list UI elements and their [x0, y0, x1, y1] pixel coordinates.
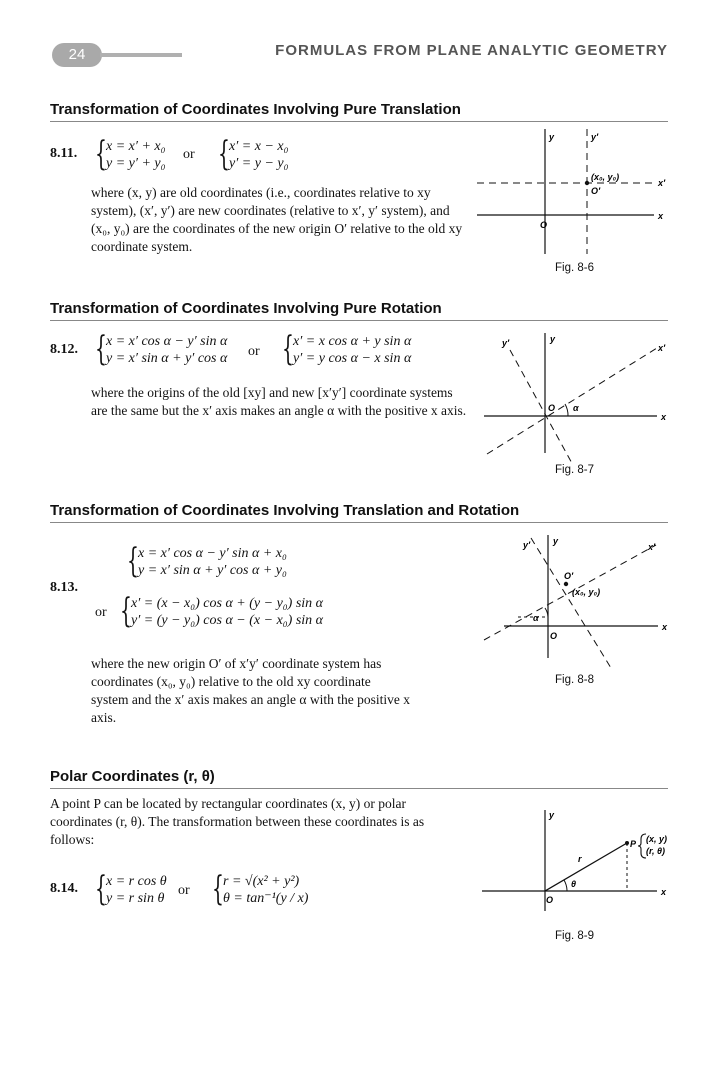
figure-caption: Fig. 8-8 — [555, 674, 594, 686]
section-title-polar: Polar Coordinates (r, θ) — [50, 768, 215, 785]
or-label: or — [95, 605, 107, 620]
new-origin-dot — [564, 582, 568, 586]
equation-system — [95, 329, 228, 369]
section-rule — [50, 788, 668, 789]
label-x: x — [658, 211, 664, 221]
equation-system — [282, 329, 412, 369]
point-brace — [636, 833, 648, 859]
angle-arc — [564, 880, 567, 891]
brace-glyph: { — [95, 329, 107, 369]
equation-system — [95, 869, 167, 909]
equation-line: x′ = (x − x₀) cos α + (y − y₀) sin α — [131, 596, 324, 611]
equation-system — [95, 134, 166, 174]
equation-line: y = r sin θ — [106, 891, 165, 906]
label-y: y — [553, 536, 559, 546]
label-alpha: α — [573, 403, 579, 413]
section-title-translation: Transformation of Coordinates Involving Pure Translation — [50, 101, 461, 118]
equation-number: 8.12. — [50, 342, 78, 357]
new-origin-dot — [585, 181, 589, 185]
section-rule — [50, 320, 668, 321]
label-x-prime: x′ — [658, 178, 666, 188]
or-label: or — [248, 344, 260, 359]
equation-line: y′ = (y − y₀) cos α − (x − x₀) sin α — [131, 613, 324, 628]
label-alpha: α — [533, 613, 539, 623]
section-rule — [50, 121, 668, 122]
brace-glyph: { — [95, 869, 107, 909]
radius-line — [545, 843, 627, 891]
label-o: O — [540, 220, 548, 230]
or-label: or — [183, 147, 195, 162]
figure-8-6 — [472, 124, 672, 274]
figure-8-8 — [476, 530, 676, 670]
intro-text: A point P can be located by rectangular coordinates (x, y) or polar coordinates (r, θ). The transformation between these coordinates is as follows: — [50, 796, 425, 847]
page-number: 24 — [52, 43, 102, 67]
equation-line: θ = tan⁻¹(y / x) — [223, 891, 309, 906]
label-x: x — [662, 622, 668, 632]
description: where (x, y) are old coordinates (i.e., coordinates relative to xy system), (x′, y′) are new coordinates (relative to x′, y′ system), and (x₀, y₀) are the coordinates of the new origin O′ relative to the old xy coordinate system. — [91, 185, 463, 254]
x-prime-axis — [487, 348, 657, 454]
equation-line: y = y′ + y₀ — [106, 156, 166, 171]
brace-glyph: { — [212, 869, 224, 909]
y-prime-axis — [531, 538, 611, 668]
section-title-translation-rotation: Transformation of Coordinates Involving Translation and Rotation — [50, 502, 520, 519]
equation-system — [127, 541, 287, 581]
brace-glyph: { — [95, 134, 107, 174]
equation-number: 8.13. — [50, 580, 78, 595]
equation-number: 8.14. — [50, 881, 78, 896]
equation-line: x = x′ + x₀ — [106, 139, 166, 154]
label-rtheta: (r, θ) — [646, 846, 666, 856]
or-label: or — [178, 883, 190, 898]
label-y: y — [549, 810, 555, 820]
brace-glyph: { — [127, 541, 139, 581]
section-rule — [50, 522, 668, 523]
description: where the new origin O′ of x′y′ coordinate system has coordinates (x₀, y₀) relative to the old xy coordinate system and the x′ axis makes an angle α with the positive x axis. — [91, 656, 410, 725]
equation-line: y = x′ sin α + y′ cos α — [106, 351, 228, 366]
point-p-dot — [625, 841, 629, 845]
running-head: FORMULAS FROM PLANE ANALYTIC GEOMETRY — [275, 42, 668, 59]
label-y-prime: y′ — [502, 338, 510, 348]
equation-system — [120, 591, 324, 631]
label-xy: (x, y) — [646, 834, 668, 844]
figure-8-7 — [472, 328, 672, 463]
section-title-rotation: Transformation of Coordinates Involving Pure Rotation — [50, 300, 442, 317]
equation-line: x = r cos θ — [106, 874, 167, 889]
equation-line: y′ = y cos α − x sin α — [293, 351, 412, 366]
equation-line: x = x′ cos α − y′ sin α + x₀ — [138, 546, 287, 561]
equation-line: r = √(x² + y²) — [223, 874, 300, 889]
equation-number: 8.11. — [50, 146, 78, 161]
brace-glyph: { — [218, 134, 230, 174]
label-y-prime: y′ — [591, 132, 599, 142]
label-x-prime: x′ — [648, 542, 656, 552]
figure-caption: Fig. 8-9 — [555, 930, 594, 942]
equation-line: y = x′ sin α + y′ cos α + y₀ — [138, 563, 287, 578]
label-r: r — [578, 854, 582, 864]
label-x-prime: x′ — [658, 343, 666, 353]
label-x: x — [661, 887, 667, 897]
label-o-prime: O′ — [591, 186, 601, 196]
label-y: y — [550, 334, 556, 344]
figure-caption: Fig. 8-6 — [555, 262, 594, 274]
label-o-prime: O′ — [564, 571, 574, 581]
brace-glyph: { — [120, 591, 132, 631]
equation-line: x = x′ cos α − y′ sin α — [106, 334, 228, 349]
equation-system — [218, 134, 289, 174]
label-y-prime: y′ — [523, 540, 531, 550]
label-point: (x₀, y₀) — [572, 587, 601, 597]
label-y: y — [549, 132, 555, 142]
label-o: O — [548, 403, 556, 413]
description: where the origins of the old [xy] and new [x′y′] coordinate systems are the same but the x′ axis makes an angle α with the positive x axis. — [91, 385, 467, 418]
brace-glyph: { — [282, 329, 294, 369]
label-theta: θ — [571, 879, 577, 889]
label-x: x — [661, 412, 667, 422]
figure-caption: Fig. 8-7 — [555, 464, 594, 476]
equation-system — [212, 869, 309, 909]
label-o: O — [546, 895, 554, 905]
figure-8-9 — [472, 805, 672, 920]
label-point: (x₀, y₀) — [591, 172, 620, 182]
equation-line: y′ = y − y₀ — [229, 156, 289, 171]
label-o: O — [550, 631, 558, 641]
label-p: P — [630, 839, 637, 849]
equation-line: x′ = x − x₀ — [229, 139, 289, 154]
equation-line: x′ = x cos α + y sin α — [293, 334, 412, 349]
angle-arc — [565, 404, 568, 416]
header-rule — [100, 53, 182, 57]
